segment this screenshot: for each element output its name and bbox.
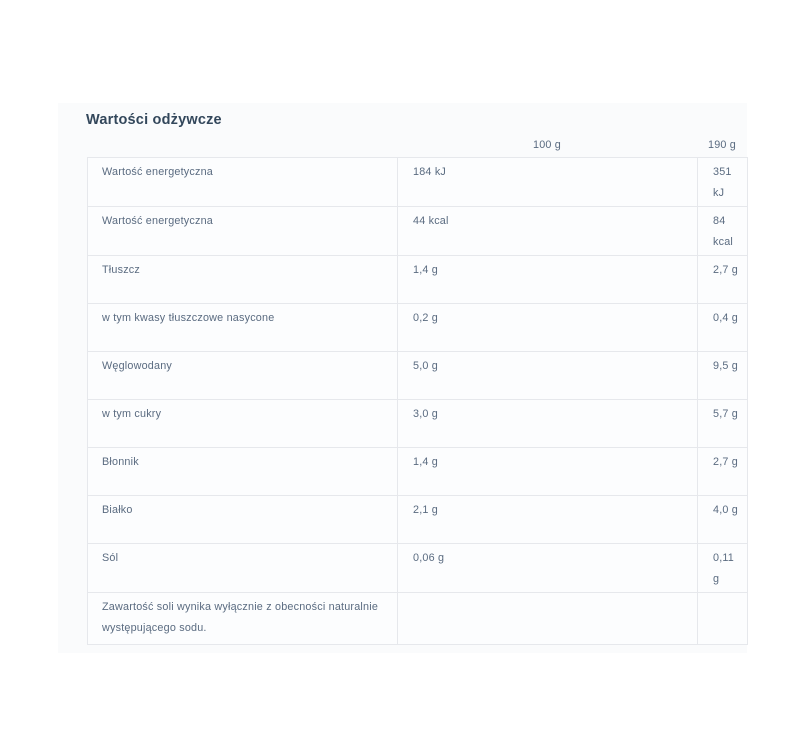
nutrient-label: Węglowodany [88,352,398,400]
value-per-190g: 2,7 g [698,448,748,496]
column-header-190g: 190 g [707,139,737,151]
value-per-100g [398,593,698,645]
table-row [88,352,748,400]
value-per-190g: 4,0 g [698,496,748,544]
column-header-100g: 100 g [532,139,562,151]
value-per-190g [698,593,748,645]
value-per-190g: 5,7 g [698,400,748,448]
table-row [88,256,748,304]
table-row [88,593,748,645]
nutrient-label: Białko [88,496,398,544]
table-row [88,158,748,207]
nutrition-table-body [88,158,748,645]
column-header-spacer [87,139,397,152]
value-per-100g: 1,4 g [398,256,698,304]
nutrient-label: w tym cukry [88,400,398,448]
section-title: Wartości odżywcze [86,112,222,128]
table-row [88,448,748,496]
nutrient-label: Wartość energetyczna [88,207,398,256]
value-per-100g: 2,1 g [398,496,698,544]
nutrition-table [87,157,748,645]
nutrient-label: Sól [88,544,398,593]
table-column-headers [87,139,747,152]
value-per-190g: 2,7 g [698,256,748,304]
nutrition-section-panel [58,103,747,653]
value-per-190g: 0,11 g [698,544,748,593]
value-per-100g: 0,2 g [398,304,698,352]
nutrient-label: Wartość energetyczna [88,158,398,207]
nutrient-label: w tym kwasy tłuszczowe nasycone [88,304,398,352]
value-per-190g: 9,5 g [698,352,748,400]
nutrient-label: Błonnik [88,448,398,496]
value-per-100g: 3,0 g [398,400,698,448]
table-row [88,544,748,593]
value-per-190g: 84 kcal [698,207,748,256]
value-per-100g: 184 kJ [398,158,698,207]
value-per-100g: 44 kcal [398,207,698,256]
table-row [88,496,748,544]
table-row [88,400,748,448]
value-per-100g: 1,4 g [398,448,698,496]
value-per-100g: 0,06 g [398,544,698,593]
value-per-190g: 0,4 g [698,304,748,352]
table-row [88,207,748,256]
nutrient-label: Zawartość soli wynika wyłącznie z obecności naturalnie występującego sodu. [88,593,398,645]
value-per-190g: 351 kJ [698,158,748,207]
nutrient-label: Tłuszcz [88,256,398,304]
value-per-100g: 5,0 g [398,352,698,400]
table-row [88,304,748,352]
